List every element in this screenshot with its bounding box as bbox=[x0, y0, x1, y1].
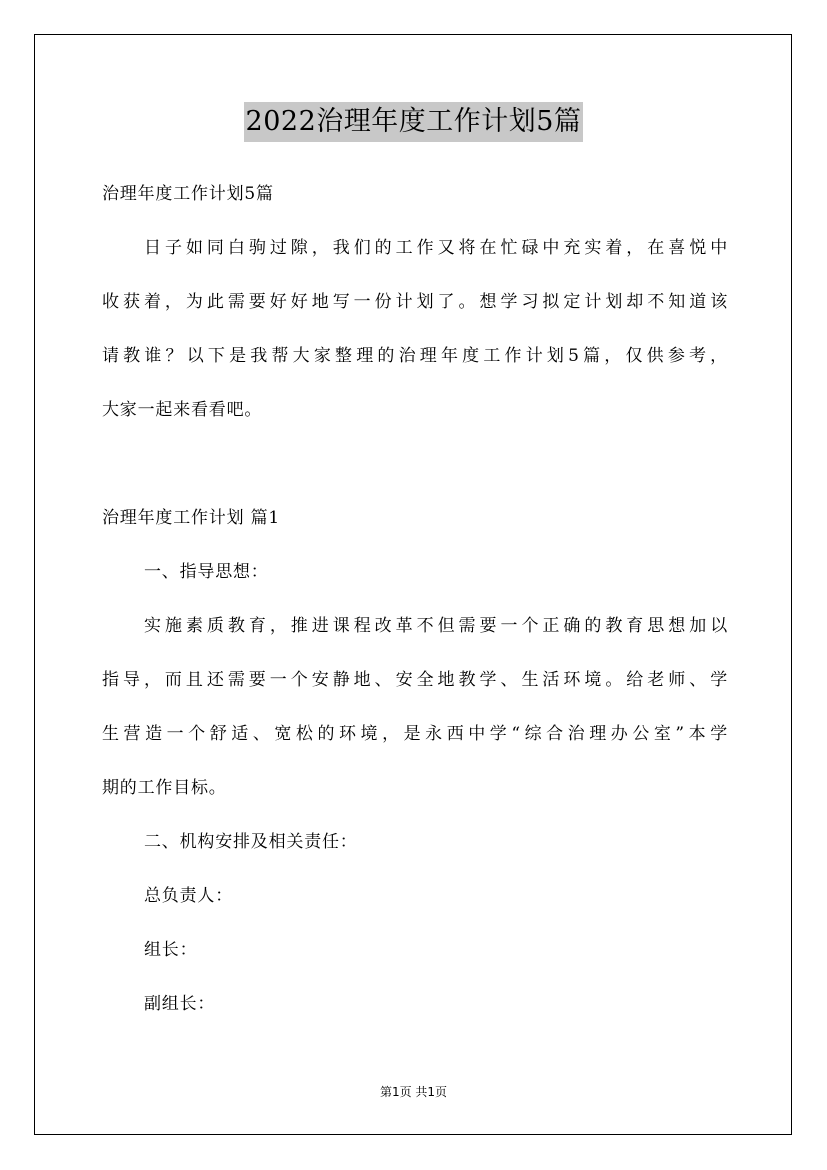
item1-line-1: 实施素质教育，推进课程改革不但需要一个正确的教育思想加以 bbox=[144, 616, 728, 636]
intro-line-3: 请教谁？以下是我帮大家整理的治理年度工作计划5篇，仅供参考， bbox=[102, 346, 728, 366]
document-title bbox=[0, 102, 827, 142]
item1-line-4: 期的工作目标。 bbox=[102, 778, 227, 798]
intro-line-2: 收获着，为此需要好好地写一份计划了。想学习拟定计划却不知道该 bbox=[102, 292, 728, 312]
role-team-leader: 组长： bbox=[144, 940, 198, 960]
page-footer: 第1页 共1页 bbox=[379, 1085, 448, 1099]
item1-line-2: 指导，而且还需要一个安静地、安全地教学、生活环境。给老师、学 bbox=[102, 670, 728, 690]
role-general-manager: 总负责人： bbox=[144, 886, 233, 906]
item1-heading: 一、指导思想： bbox=[144, 562, 269, 582]
item2-heading: 二、机构安排及相关责任： bbox=[144, 832, 358, 852]
intro-line-1: 日子如同白驹过隙，我们的工作又将在忙碌中充实着，在喜悦中 bbox=[144, 238, 728, 258]
intro-line-4: 大家一起来看看吧。 bbox=[102, 400, 263, 420]
item1-line-3: 生营造一个舒适、宽松的环境，是永西中学“综合治理办公室”本学 bbox=[102, 724, 728, 744]
document-subtitle: 治理年度工作计划5篇 bbox=[102, 184, 274, 204]
role-deputy-leader: 副组长： bbox=[144, 994, 216, 1014]
document-title-text: 2022治理年度工作计划5篇 bbox=[244, 102, 584, 142]
section-heading: 治理年度工作计划 篇1 bbox=[102, 508, 281, 528]
